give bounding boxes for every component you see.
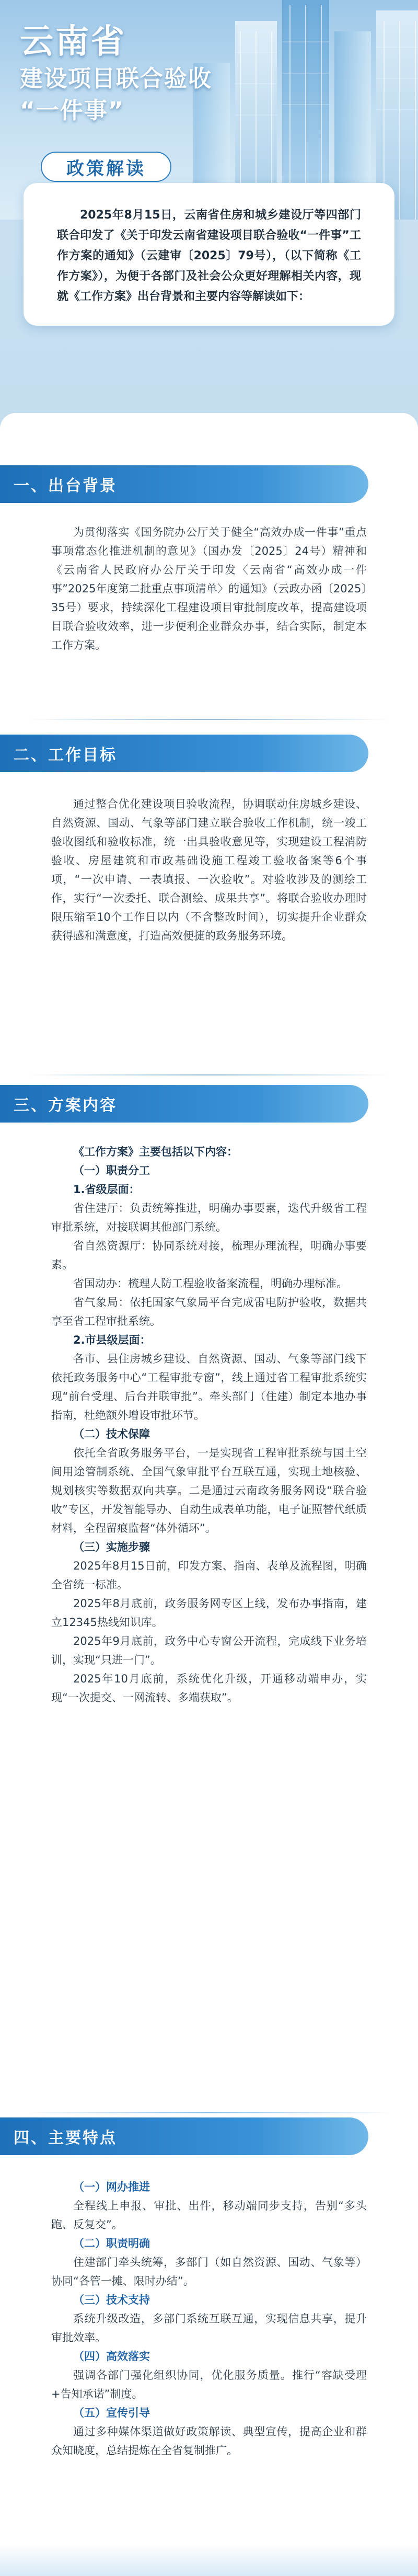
sub-heading-technical-support: （二）技术保障 [73, 1428, 150, 1440]
section-goals-body [0, 795, 418, 945]
provincial-housing-dept: 省住建厅：负责统筹推进，明确办事要素，迭代升级省工程审批系统，对接联调其他部门系统。 [51, 1202, 367, 1233]
section-divider [26, 2112, 392, 2113]
background-paragraph: 为贯彻落实《国务院办公厅关于健全“高效办成一件事”重点事项常态化推进机制的意见》（国办发〔2025〕24号）精神和《云南省人民政府办公厅关于印发〈云南省“高效办成一件事”2025年度第二批重点事项清单〉的通知》（云政办函〔2025〕35号）要求，持续深化工程建设项目审批制度改革，提高建设项目联合验收效率，进一步便利企业群众办事，结合实际，制定本工作方案。 [51, 526, 367, 651]
feature-2-text: 住建部门牵头统筹，多部门（如自然资源、国动、气象等）协同“各管一摊、限时办结”。 [51, 2256, 367, 2287]
feature-3-text: 系统升级改造，多部门系统互联互通，实现信息共享，提升审批效率。 [51, 2312, 367, 2344]
section-features-body [0, 2178, 418, 2460]
section-heading-features: 四、主要特点 [0, 2117, 368, 2155]
provincial-natural-resources-dept: 省自然资源厅：协同系统对接，梳理办理流程，明确办事要素。 [51, 1240, 367, 1271]
feature-4-text: 强调各部门强化组织协同，优化服务质量。推行“容缺受理+告知承诺”制度。 [51, 2369, 367, 2400]
sub-heading-implementation: （三）实施步骤 [73, 1541, 150, 1553]
intro-text: 2025年8月15日，云南省住房和城乡建设厅等四部门联合印发了《关于印发云南省建设项目联合验收“一件事”工作方案的通知》（云建审〔2025〕79号），（以下简称《工作方案》），为便于各部门及社会公众更好理解相关内容，现就《工作方案》出台背景和主要内容等解读如下： [57, 209, 361, 303]
hero-title [20, 21, 212, 127]
implementation-step-2: 2025年8月底前，政务服务网专区上线，发布办事指南，建立12345热线知识库。 [51, 1597, 367, 1629]
feature-5-heading: （五）宣传引导 [73, 2407, 150, 2419]
policy-interpretation-badge: 政策解读 [41, 152, 171, 182]
feature-4-heading: （四）高效落实 [73, 2350, 150, 2363]
sub-heading-responsibilities: （一）职责分工 [73, 1164, 150, 1177]
section-heading-background: 一、出台背景 [0, 465, 368, 503]
goals-paragraph: 通过整合优化建设项目验收流程，协调联动住房城乡建设、自然资源、国动、气象等部门建立联合验收工作机制，统一竣工验收图纸和验收标准，统一出具验收意见等，实现建设工程消防验收、房屋建筑和市政基础设施工程竣工验收备案等6个事项，“一次申请、一表填报、一次验收”。对验收涉及的测绘工作，实行“一次委托、联合测绘、成果共享”。将联合验收办理时限压缩至10个工作日以内（不含整改时间），切实提升企业群众获得感和满意度，打造高效便捷的政务服务环境。 [51, 798, 367, 942]
section-background-body [0, 523, 418, 655]
section-heading-goals: 二、工作目标 [0, 735, 368, 772]
feature-5-text: 通过多种媒体渠道做好政策解读、典型宣传，提高企业和群众知晓度，总结提炼在全省复制推广。 [51, 2425, 367, 2457]
section-content-body [0, 1142, 418, 1707]
feature-1-heading: （一）网办推进 [73, 2181, 150, 2193]
city-county-paragraph: 各市、县住房城乡建设、自然资源、国动、气象等部门线下依托政务服务中心“工程审批专窗”，线上通过省工程审批系统实现“前台受理、后台并联审批”。牵头部门（住建）制定本地办事指南，杜绝额外增设审批环节。 [51, 1353, 367, 1422]
section-divider [26, 1074, 392, 1075]
section-heading-content: 三、方案内容 [0, 1085, 368, 1123]
feature-3-heading: （三）技术支持 [73, 2294, 150, 2306]
hero-title-line1: 云南省 [20, 22, 126, 61]
hero-title-line3: “一件事” [20, 97, 124, 124]
implementation-step-1: 2025年8月15日前，印发方案、指南、表单及流程图，明确全省统一标准。 [51, 1560, 367, 1591]
feature-1-text: 全程线上申报、审批、出件，移动端同步支持，告别“多头跑、反复交”。 [51, 2200, 367, 2231]
sub-heading-city-county: 2.市县级层面： [73, 1334, 151, 1346]
hero-title-line2: 建设项目联合验收 [20, 65, 212, 92]
implementation-step-3: 2025年9月底前，政务中心专窗公开流程，完成线下业务培训，实现“只进一门”。 [51, 1635, 367, 1666]
feature-2-heading: （二）职责明确 [73, 2237, 150, 2250]
section-divider [26, 719, 392, 720]
provincial-meteorological-bureau: 省气象局：依托国家气象局平台完成雷电防护验收，数据共享至省工程审批系统。 [51, 1296, 367, 1327]
implementation-step-4: 2025年10月底前，系统优化升级，开通移动端申办，实现“一次提交、一网流转、多端获取”。 [51, 1673, 367, 1704]
technical-support-paragraph: 依托全省政务服务平台，一是实现省工程审批系统与国土空间用途管制系统、全国气象审批平台互联互通，实现土地核验、规划核实等数据双向共享。二是通过云南政务服务网设“联合验收”专区，开发智能导办、自动生成表单功能，电子证照替代纸质材料，全程留痕监督“体外循环”。 [51, 1447, 367, 1535]
provincial-civil-defense-office: 省国动办：梳理人防工程验收备案流程，明确办理标准。 [73, 1277, 347, 1290]
footer-background [0, 2545, 418, 2576]
sub-heading-provincial: 1.省级层面： [73, 1183, 140, 1196]
intro-card [24, 183, 394, 326]
content-lead: 《工作方案》主要包括以下内容： [73, 1146, 238, 1158]
